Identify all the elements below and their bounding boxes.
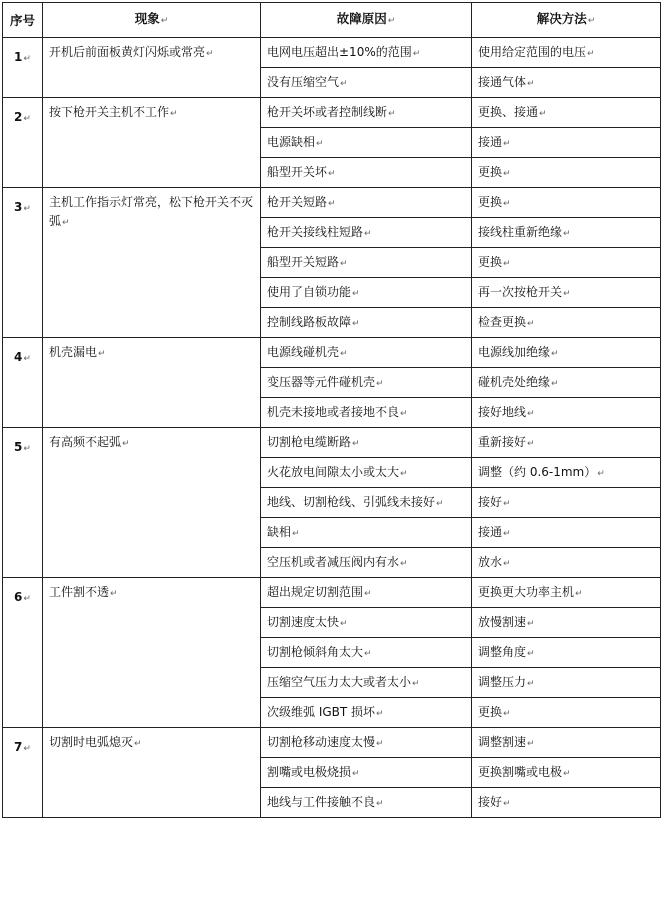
- row-index: 4↵: [3, 338, 43, 428]
- paragraph-mark-icon: ↵: [352, 768, 360, 779]
- paragraph-mark-icon: ↵: [352, 438, 360, 449]
- paragraph-mark-icon: ↵: [563, 768, 571, 779]
- paragraph-mark-icon: ↵: [364, 648, 372, 659]
- paragraph-mark-icon: ↵: [436, 498, 444, 509]
- table-row: [3, 98, 661, 128]
- row-cause: 切割速度太快↵: [261, 608, 472, 638]
- paragraph-mark-icon: ↵: [23, 354, 31, 364]
- paragraph-mark-icon: ↵: [340, 348, 348, 359]
- paragraph-mark-icon: ↵: [206, 49, 214, 59]
- paragraph-mark-icon: ↵: [503, 558, 511, 569]
- row-cause: 使用了自锁功能↵: [261, 278, 472, 308]
- paragraph-mark-icon: ↵: [98, 349, 106, 359]
- row-cause: 切割枪移动速度太慢↵: [261, 728, 472, 758]
- row-solution: 调整角度↵: [472, 638, 661, 668]
- row-solution: 接通气体↵: [472, 68, 661, 98]
- paragraph-mark-icon: ↵: [340, 618, 348, 629]
- paragraph-mark-icon: ↵: [527, 438, 535, 449]
- header-index: 序号: [3, 3, 43, 38]
- fault-table-body: [3, 38, 661, 818]
- paragraph-mark-icon: ↵: [563, 288, 571, 299]
- row-cause: 没有压缩空气↵: [261, 68, 472, 98]
- paragraph-mark-icon: ↵: [376, 738, 384, 749]
- paragraph-mark-icon: ↵: [170, 109, 178, 119]
- paragraph-mark-icon: ↵: [527, 738, 535, 749]
- row-cause: 电网电压超出±10%的范围↵: [261, 38, 472, 68]
- row-solution: 更换、接通↵: [472, 98, 661, 128]
- row-solution: 更换↵: [472, 158, 661, 188]
- paragraph-mark-icon: ↵: [575, 588, 583, 599]
- paragraph-mark-icon: ↵: [400, 468, 408, 479]
- row-solution: 更换割嘴或电极↵: [472, 758, 661, 788]
- row-index: 7↵: [3, 728, 43, 818]
- paragraph-mark-icon: ↵: [23, 204, 31, 214]
- paragraph-mark-icon: ↵: [503, 498, 511, 509]
- paragraph-mark-icon: ↵: [23, 54, 31, 64]
- row-cause: 火花放电间隙太小或太大↵: [261, 458, 472, 488]
- row-cause: 枪开关短路↵: [261, 188, 472, 218]
- row-symptom: 有高频不起弧↵: [43, 428, 261, 578]
- row-symptom: 按下枪开关主机不工作↵: [43, 98, 261, 188]
- row-solution: 调整割速↵: [472, 728, 661, 758]
- row-solution: 接好地线↵: [472, 398, 661, 428]
- row-solution: 放慢割速↵: [472, 608, 661, 638]
- row-solution: 更换↵: [472, 248, 661, 278]
- row-cause: 船型开关短路↵: [261, 248, 472, 278]
- row-cause: 切割枪倾斜角太大↵: [261, 638, 472, 668]
- header-solution: 解决方法↵: [472, 3, 661, 38]
- row-cause: 缺相↵: [261, 518, 472, 548]
- paragraph-mark-icon: ↵: [400, 558, 408, 569]
- row-cause: 切割枪电缆断路↵: [261, 428, 472, 458]
- paragraph-mark-icon: ↵: [563, 228, 571, 239]
- row-index: 5↵: [3, 428, 43, 578]
- row-cause: 空压机或者减压阀内有水↵: [261, 548, 472, 578]
- row-solution: 更换↵: [472, 188, 661, 218]
- table-row: [3, 728, 661, 758]
- paragraph-mark-icon: ↵: [503, 528, 511, 539]
- row-cause: 枪开关坏或者控制线断↵: [261, 98, 472, 128]
- paragraph-mark-icon: ↵: [527, 318, 535, 329]
- row-cause: 地线、切割枪线、引弧线未接好↵: [261, 488, 472, 518]
- row-solution: 更换更大功率主机↵: [472, 578, 661, 608]
- paragraph-mark-icon: ↵: [527, 408, 535, 419]
- paragraph-mark-icon: ↵: [503, 138, 511, 149]
- paragraph-mark-icon: ↵: [352, 318, 360, 329]
- paragraph-mark-icon: ↵: [376, 708, 384, 719]
- paragraph-mark-icon: ↵: [503, 168, 511, 179]
- row-cause: 地线与工件接触不良↵: [261, 788, 472, 818]
- paragraph-mark-icon: ↵: [412, 678, 420, 689]
- row-solution: 更换↵: [472, 698, 661, 728]
- row-cause: 控制线路板故障↵: [261, 308, 472, 338]
- paragraph-mark-icon: ↵: [388, 108, 396, 119]
- header-symptom: 现象↵: [43, 3, 261, 38]
- row-index: 1↵: [3, 38, 43, 98]
- row-cause: 船型开关坏↵: [261, 158, 472, 188]
- paragraph-mark-icon: ↵: [23, 594, 31, 604]
- row-cause: 机壳未接地或者接地不良↵: [261, 398, 472, 428]
- paragraph-mark-icon: ↵: [110, 589, 118, 599]
- paragraph-mark-icon: ↵: [23, 744, 31, 754]
- paragraph-mark-icon: ↵: [340, 78, 348, 89]
- row-solution: 重新接好↵: [472, 428, 661, 458]
- row-solution: 碰机壳处绝缘↵: [472, 368, 661, 398]
- paragraph-mark-icon: ↵: [551, 378, 559, 389]
- row-solution: 接线柱重新绝缘↵: [472, 218, 661, 248]
- row-cause: 压缩空气压力太大或者太小↵: [261, 668, 472, 698]
- row-solution: 接通↵: [472, 518, 661, 548]
- paragraph-mark-icon: ↵: [503, 798, 511, 809]
- paragraph-mark-icon: ↵: [23, 444, 31, 454]
- row-index: 3↵: [3, 188, 43, 338]
- paragraph-mark-icon: ↵: [352, 288, 360, 299]
- table-row: [3, 428, 661, 458]
- row-solution: 接好↵: [472, 788, 661, 818]
- row-index: 2↵: [3, 98, 43, 188]
- paragraph-mark-icon: ↵: [387, 16, 396, 26]
- row-cause: 割嘴或电极烧损↵: [261, 758, 472, 788]
- paragraph-mark-icon: ↵: [503, 198, 511, 209]
- paragraph-mark-icon: ↵: [23, 114, 31, 124]
- paragraph-mark-icon: ↵: [62, 218, 70, 228]
- table-row: [3, 38, 661, 68]
- paragraph-mark-icon: ↵: [503, 258, 511, 269]
- paragraph-mark-icon: ↵: [597, 468, 605, 479]
- paragraph-mark-icon: ↵: [364, 228, 372, 239]
- paragraph-mark-icon: ↵: [122, 439, 130, 449]
- paragraph-mark-icon: ↵: [527, 648, 535, 659]
- row-symptom: 机壳漏电↵: [43, 338, 261, 428]
- row-solution: 再一次按枪开关↵: [472, 278, 661, 308]
- paragraph-mark-icon: ↵: [340, 258, 348, 269]
- row-cause: 超出规定切割范围↵: [261, 578, 472, 608]
- header-cause: 故障原因↵: [261, 3, 472, 38]
- row-solution: 调整（约 0.6-1mm）↵: [472, 458, 661, 488]
- row-solution: 使用给定范围的电压↵: [472, 38, 661, 68]
- paragraph-mark-icon: ↵: [316, 138, 324, 149]
- row-cause: 次级维弧 IGBT 损坏↵: [261, 698, 472, 728]
- row-solution: 接通↵: [472, 128, 661, 158]
- paragraph-mark-icon: ↵: [412, 48, 421, 59]
- paragraph-mark-icon: ↵: [364, 588, 372, 599]
- row-solution: 接好↵: [472, 488, 661, 518]
- row-solution: 调整压力↵: [472, 668, 661, 698]
- row-cause: 枪开关接线柱短路↵: [261, 218, 472, 248]
- row-symptom: 工件割不透↵: [43, 578, 261, 728]
- row-cause: 变压器等元件碰机壳↵: [261, 368, 472, 398]
- paragraph-mark-icon: ↵: [134, 739, 142, 749]
- table-row: [3, 338, 661, 368]
- row-cause: 电源线碰机壳↵: [261, 338, 472, 368]
- row-symptom: 开机后前面板黄灯闪烁或常亮↵: [43, 38, 261, 98]
- paragraph-mark-icon: ↵: [527, 78, 535, 89]
- table-row: [3, 188, 661, 218]
- row-symptom: 切割时电弧熄灭↵: [43, 728, 261, 818]
- paragraph-mark-icon: ↵: [328, 168, 336, 179]
- row-solution: 电源线加绝缘↵: [472, 338, 661, 368]
- paragraph-mark-icon: ↵: [160, 16, 169, 26]
- row-cause: 电源缺相↵: [261, 128, 472, 158]
- paragraph-mark-icon: ↵: [400, 408, 408, 419]
- paragraph-mark-icon: ↵: [539, 108, 547, 119]
- paragraph-mark-icon: ↵: [587, 48, 595, 59]
- paragraph-mark-icon: ↵: [587, 16, 596, 26]
- paragraph-mark-icon: ↵: [527, 618, 535, 629]
- paragraph-mark-icon: ↵: [551, 348, 559, 359]
- fault-table: [2, 2, 661, 818]
- row-index: 6↵: [3, 578, 43, 728]
- row-solution: 检查更换↵: [472, 308, 661, 338]
- paragraph-mark-icon: ↵: [376, 378, 384, 389]
- row-symptom: 主机工作指示灯常亮，松下枪开关不灭弧↵: [43, 188, 261, 338]
- table-row: [3, 578, 661, 608]
- paragraph-mark-icon: ↵: [328, 198, 336, 209]
- row-solution: 放水↵: [472, 548, 661, 578]
- paragraph-mark-icon: ↵: [292, 528, 300, 539]
- paragraph-mark-icon: ↵: [527, 678, 535, 689]
- paragraph-mark-icon: ↵: [376, 798, 384, 809]
- table-header-row: [3, 3, 661, 38]
- paragraph-mark-icon: ↵: [503, 708, 511, 719]
